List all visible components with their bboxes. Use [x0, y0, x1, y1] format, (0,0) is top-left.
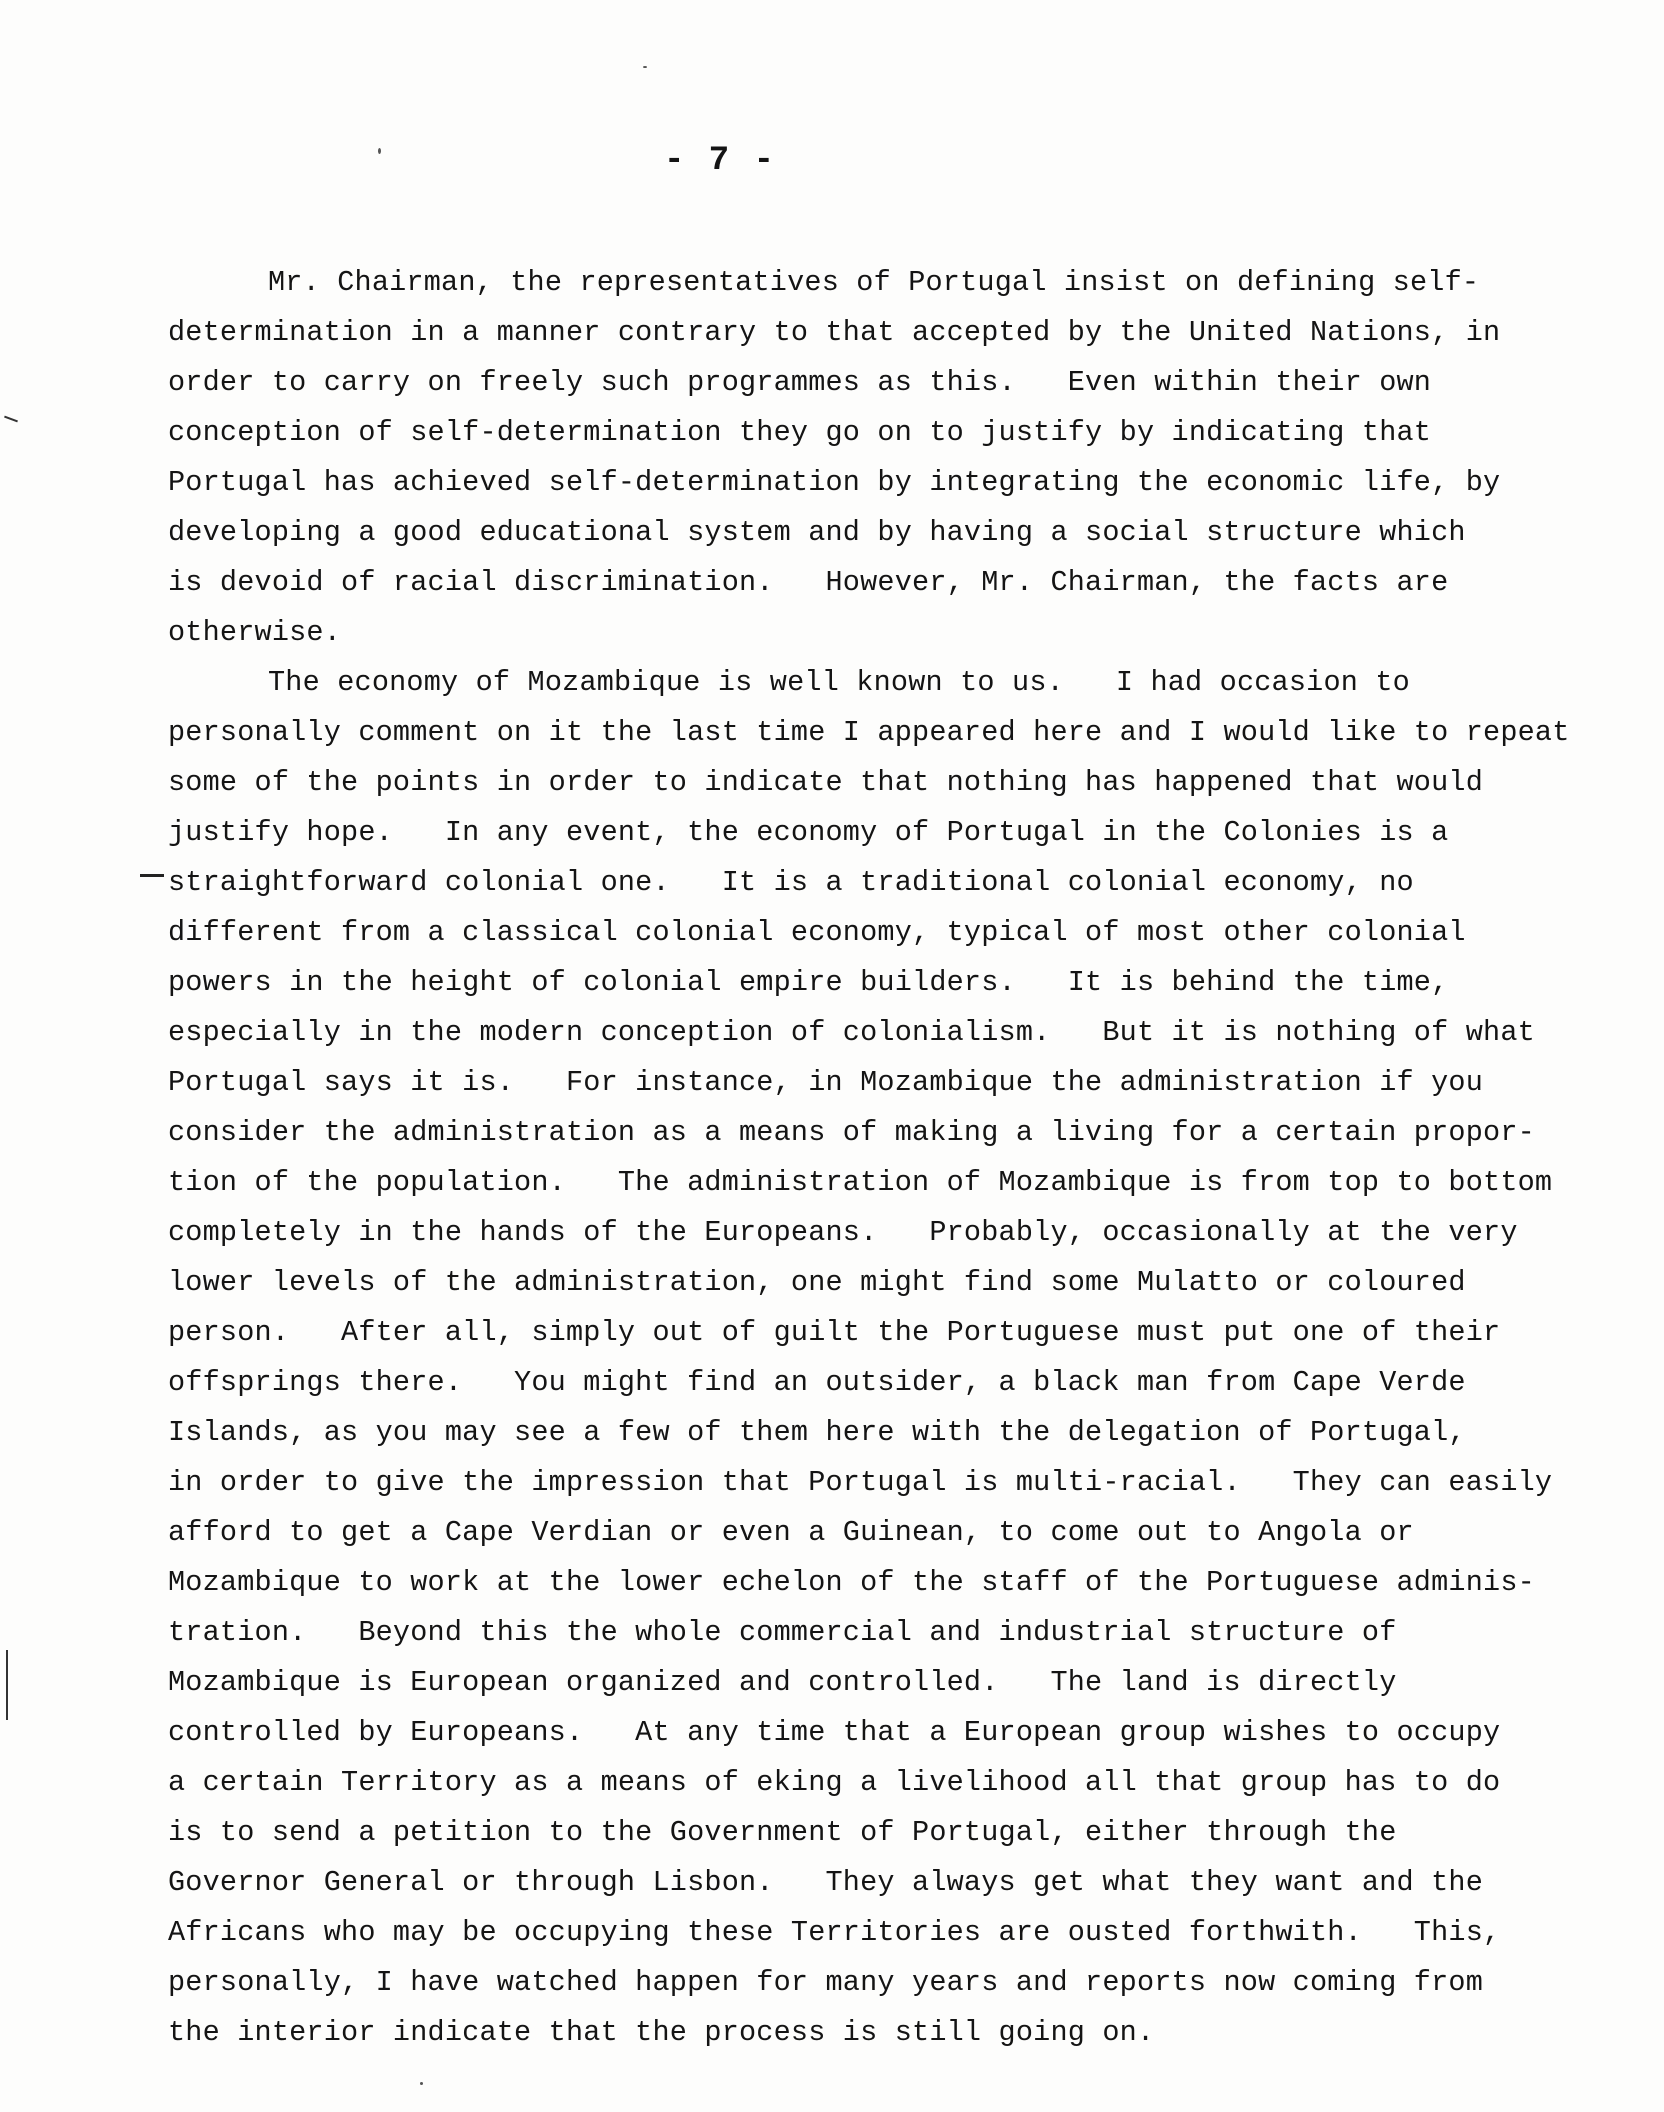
text-line: order to carry on freely such programmes as this. Even within their own	[168, 366, 1432, 399]
text-line: otherwise.	[168, 616, 342, 649]
text-line: different from a classical colonial economy, typical of most other colonial	[168, 916, 1466, 949]
text-line: conception of self-determination they go on to justify by indicating that	[168, 416, 1432, 449]
text-line: Africans who may be occupying these Territories are ousted forthwith. This,	[168, 1916, 1501, 1949]
text-line: afford to get a Cape Verdian or even a Guinean, to come out to Angola or	[168, 1516, 1414, 1549]
text-line: personally, I have watched happen for many years and reports now coming from	[168, 1966, 1484, 1999]
page-number: - 7 -	[663, 142, 777, 180]
text-line: justify hope. In any event, the economy of Portugal in the Colonies is a	[168, 816, 1449, 849]
text-line: determination in a manner contrary to that accepted by the United Nations, in	[168, 316, 1501, 349]
text-line: in order to give the impression that Portugal is multi-racial. They can easily	[168, 1466, 1553, 1499]
text-line: tion of the population. The administration of Mozambique is from top to bottom	[168, 1166, 1553, 1199]
text-line: Islands, as you may see a few of them here with the delegation of Portugal,	[168, 1416, 1466, 1449]
scan-speck	[378, 148, 381, 154]
text-line: Portugal has achieved self-determination by integrating the economic life, by	[168, 466, 1501, 499]
scan-speck	[643, 66, 647, 68]
text-line: Mozambique is European organized and controlled. The land is directly	[168, 1666, 1397, 1699]
text-line: personally comment on it the last time I appeared here and I would like to repeat	[168, 716, 1570, 749]
text-line: Mr. Chairman, the representatives of Portugal insist on defining self-	[268, 266, 1480, 299]
text-line: Governor General or through Lisbon. They always get what they want and the	[168, 1866, 1484, 1899]
text-line: consider the administration as a means of making a living for a certain propor-	[168, 1116, 1535, 1149]
text-line: Mozambique to work at the lower echelon of the staff of the Portuguese adminis-	[168, 1566, 1535, 1599]
margin-bracket-mark	[6, 1650, 8, 1720]
margin-tick-mark	[4, 416, 18, 423]
text-line: Portugal says it is. For instance, in Mozambique the administration if you	[168, 1066, 1484, 1099]
text-line: controlled by Europeans. At any time that a European group wishes to occupy	[168, 1716, 1501, 1749]
text-line: tration. Beyond this the whole commercial and industrial structure of	[168, 1616, 1397, 1649]
text-line: straightforward colonial one. It is a traditional colonial economy, no	[168, 866, 1414, 899]
text-line: completely in the hands of the Europeans. Probably, occasionally at the very	[168, 1216, 1518, 1249]
text-line: person. After all, simply out of guilt the Portuguese must put one of their	[168, 1316, 1501, 1349]
text-line: is to send a petition to the Government of Portugal, either through the	[168, 1816, 1397, 1849]
paragraph-1	[168, 258, 1528, 658]
paragraph-2	[168, 658, 1570, 2058]
text-line: powers in the height of colonial empire builders. It is behind the time,	[168, 966, 1449, 999]
text-line: especially in the modern conception of colonialism. But it is nothing of what	[168, 1016, 1535, 1049]
text-line: the interior indicate that the process is still going on.	[168, 2016, 1155, 2049]
text-line: offsprings there. You might find an outsider, a black man from Cape Verde	[168, 1366, 1466, 1399]
text-line: a certain Territory as a means of eking a livelihood all that group has to do	[168, 1766, 1501, 1799]
text-line: The economy of Mozambique is well known to us. I had occasion to	[268, 666, 1410, 699]
text-line: is devoid of racial discrimination. However, Mr. Chairman, the facts are	[168, 566, 1449, 599]
text-line: developing a good educational system and by having a social structure which	[168, 516, 1466, 549]
text-line: some of the points in order to indicate that nothing has happened that would	[168, 766, 1484, 799]
document-body	[168, 258, 1570, 2058]
scan-speck	[420, 2082, 423, 2085]
text-line: lower levels of the administration, one might find some Mulatto or coloured	[168, 1266, 1466, 1299]
margin-dash-mark	[140, 874, 164, 877]
